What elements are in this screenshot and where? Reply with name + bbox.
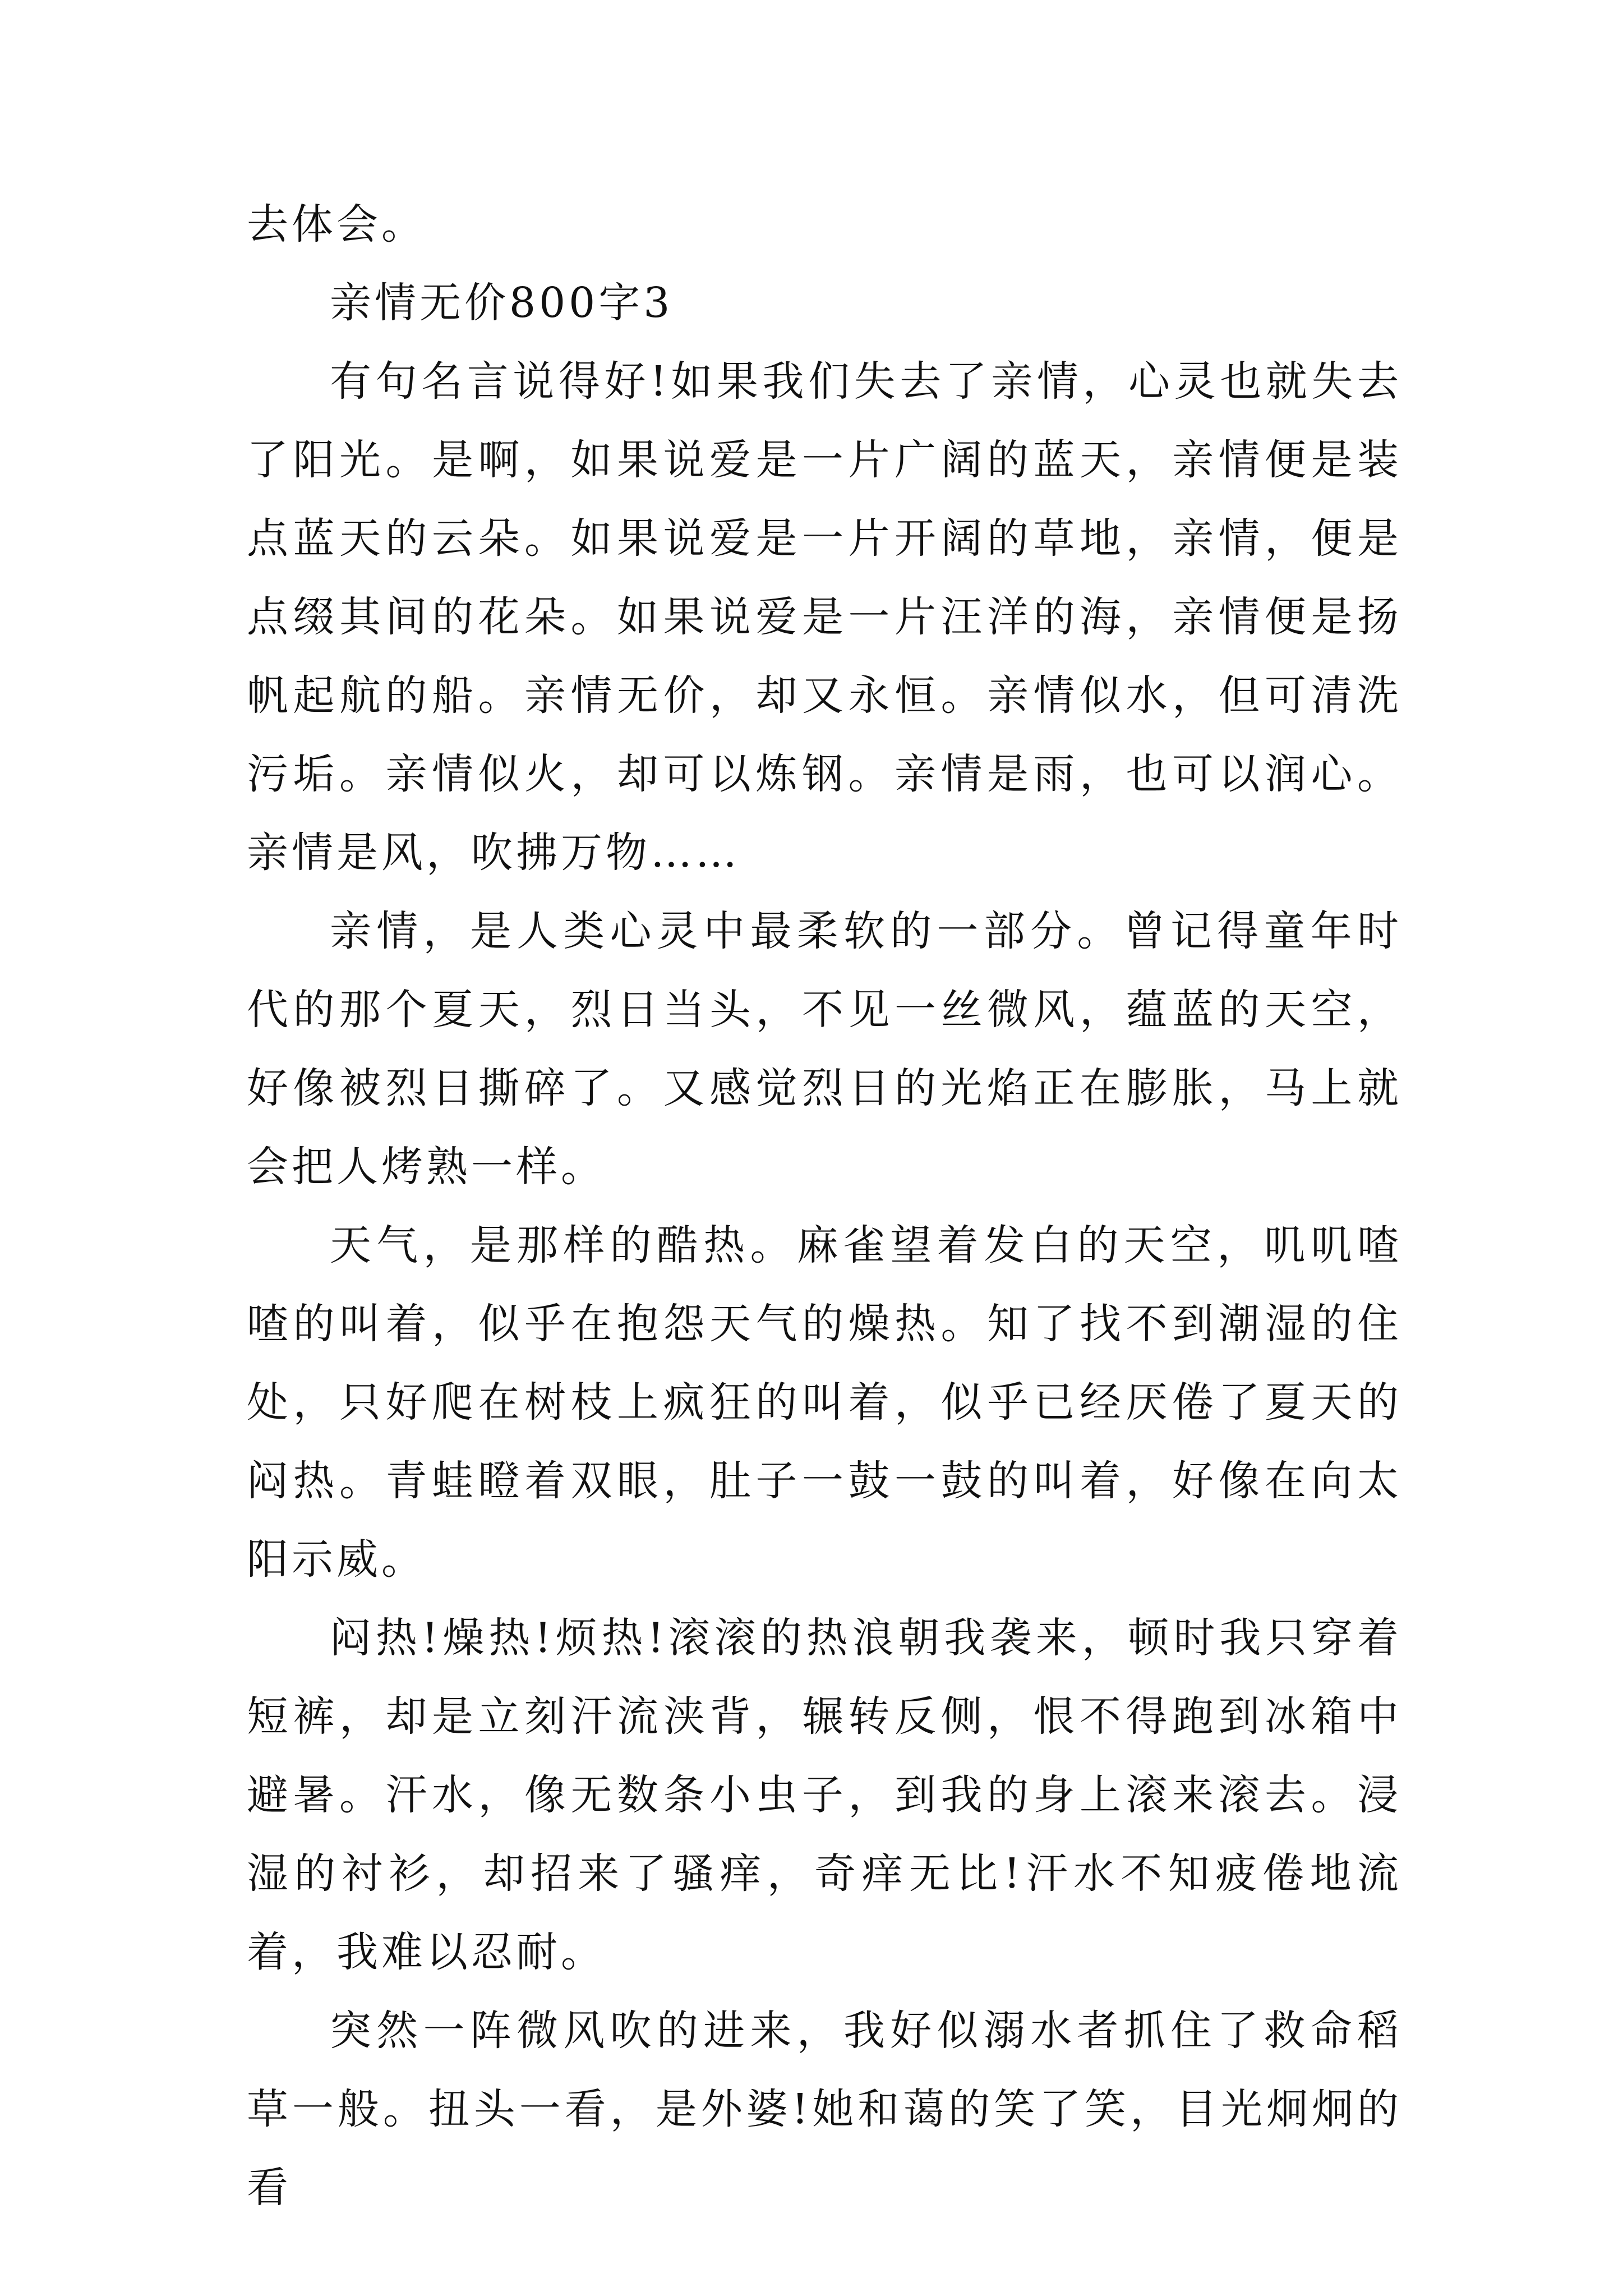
document-body <box>247 185 1402 2227</box>
lead-fragment: 去体会。 <box>247 200 426 249</box>
essay-heading: 亲情无价800字3 <box>330 279 674 327</box>
paragraph-1: 有句名言说得好!如果我们失去了亲情，心灵也就失去了阳光。是啊，如果说爱是一片广阔的蓝天，亲情便是装点蓝天的云朵。如果说爱是一片开阔的草地，亲情，便是点缀其间的花朵。如果说爱是一片汪洋的海，亲情便是扬帆起航的船。亲情无价，却又永恒。亲情似水，但可清洗污垢。亲情似火，却可以炼钢。亲情是雨，也可以润心。亲情是风，吹拂万物…… <box>247 357 1402 877</box>
paragraph-2: 亲情，是人类心灵中最柔软的一部分。曾记得童年时代的那个夏天，烈日当头，不见一丝微风，蕴蓝的天空，好像被烈日撕碎了。又感觉烈日的光焰正在膨胀，马上就会把人烤熟一样。 <box>247 907 1402 1191</box>
paragraph-4: 闷热!燥热!烦热!滚滚的热浪朝我袭来，顿时我只穿着短裤，却是立刻汗流浃背，辗转反侧，恨不得跑到冰箱中避暑。汗水，像无数条小虫子，到我的身上滚来滚去。浸湿的衬衫，却招来了骚痒，奇痒无比!汗水不知疲倦地流着，我难以忍耐。 <box>247 1614 1402 1976</box>
paragraph-3: 天气，是那样的酷热。麻雀望着发白的天空，叽叽喳喳的叫着，似乎在抱怨天气的燥热。知了找不到潮湿的住处，只好爬在树枝上疯狂的叫着，似乎已经厌倦了夏天的闷热。青蛙瞪着双眼，肚子一鼓一鼓的叫着，好像在向太阳示威。 <box>247 1221 1402 1584</box>
paragraph-5: 突然一阵微风吹的进来，我好似溺水者抓住了救命稻草一般。扭头一看，是外婆!她和蔼的笑了笑，目光炯炯的看 <box>247 2007 1402 2212</box>
